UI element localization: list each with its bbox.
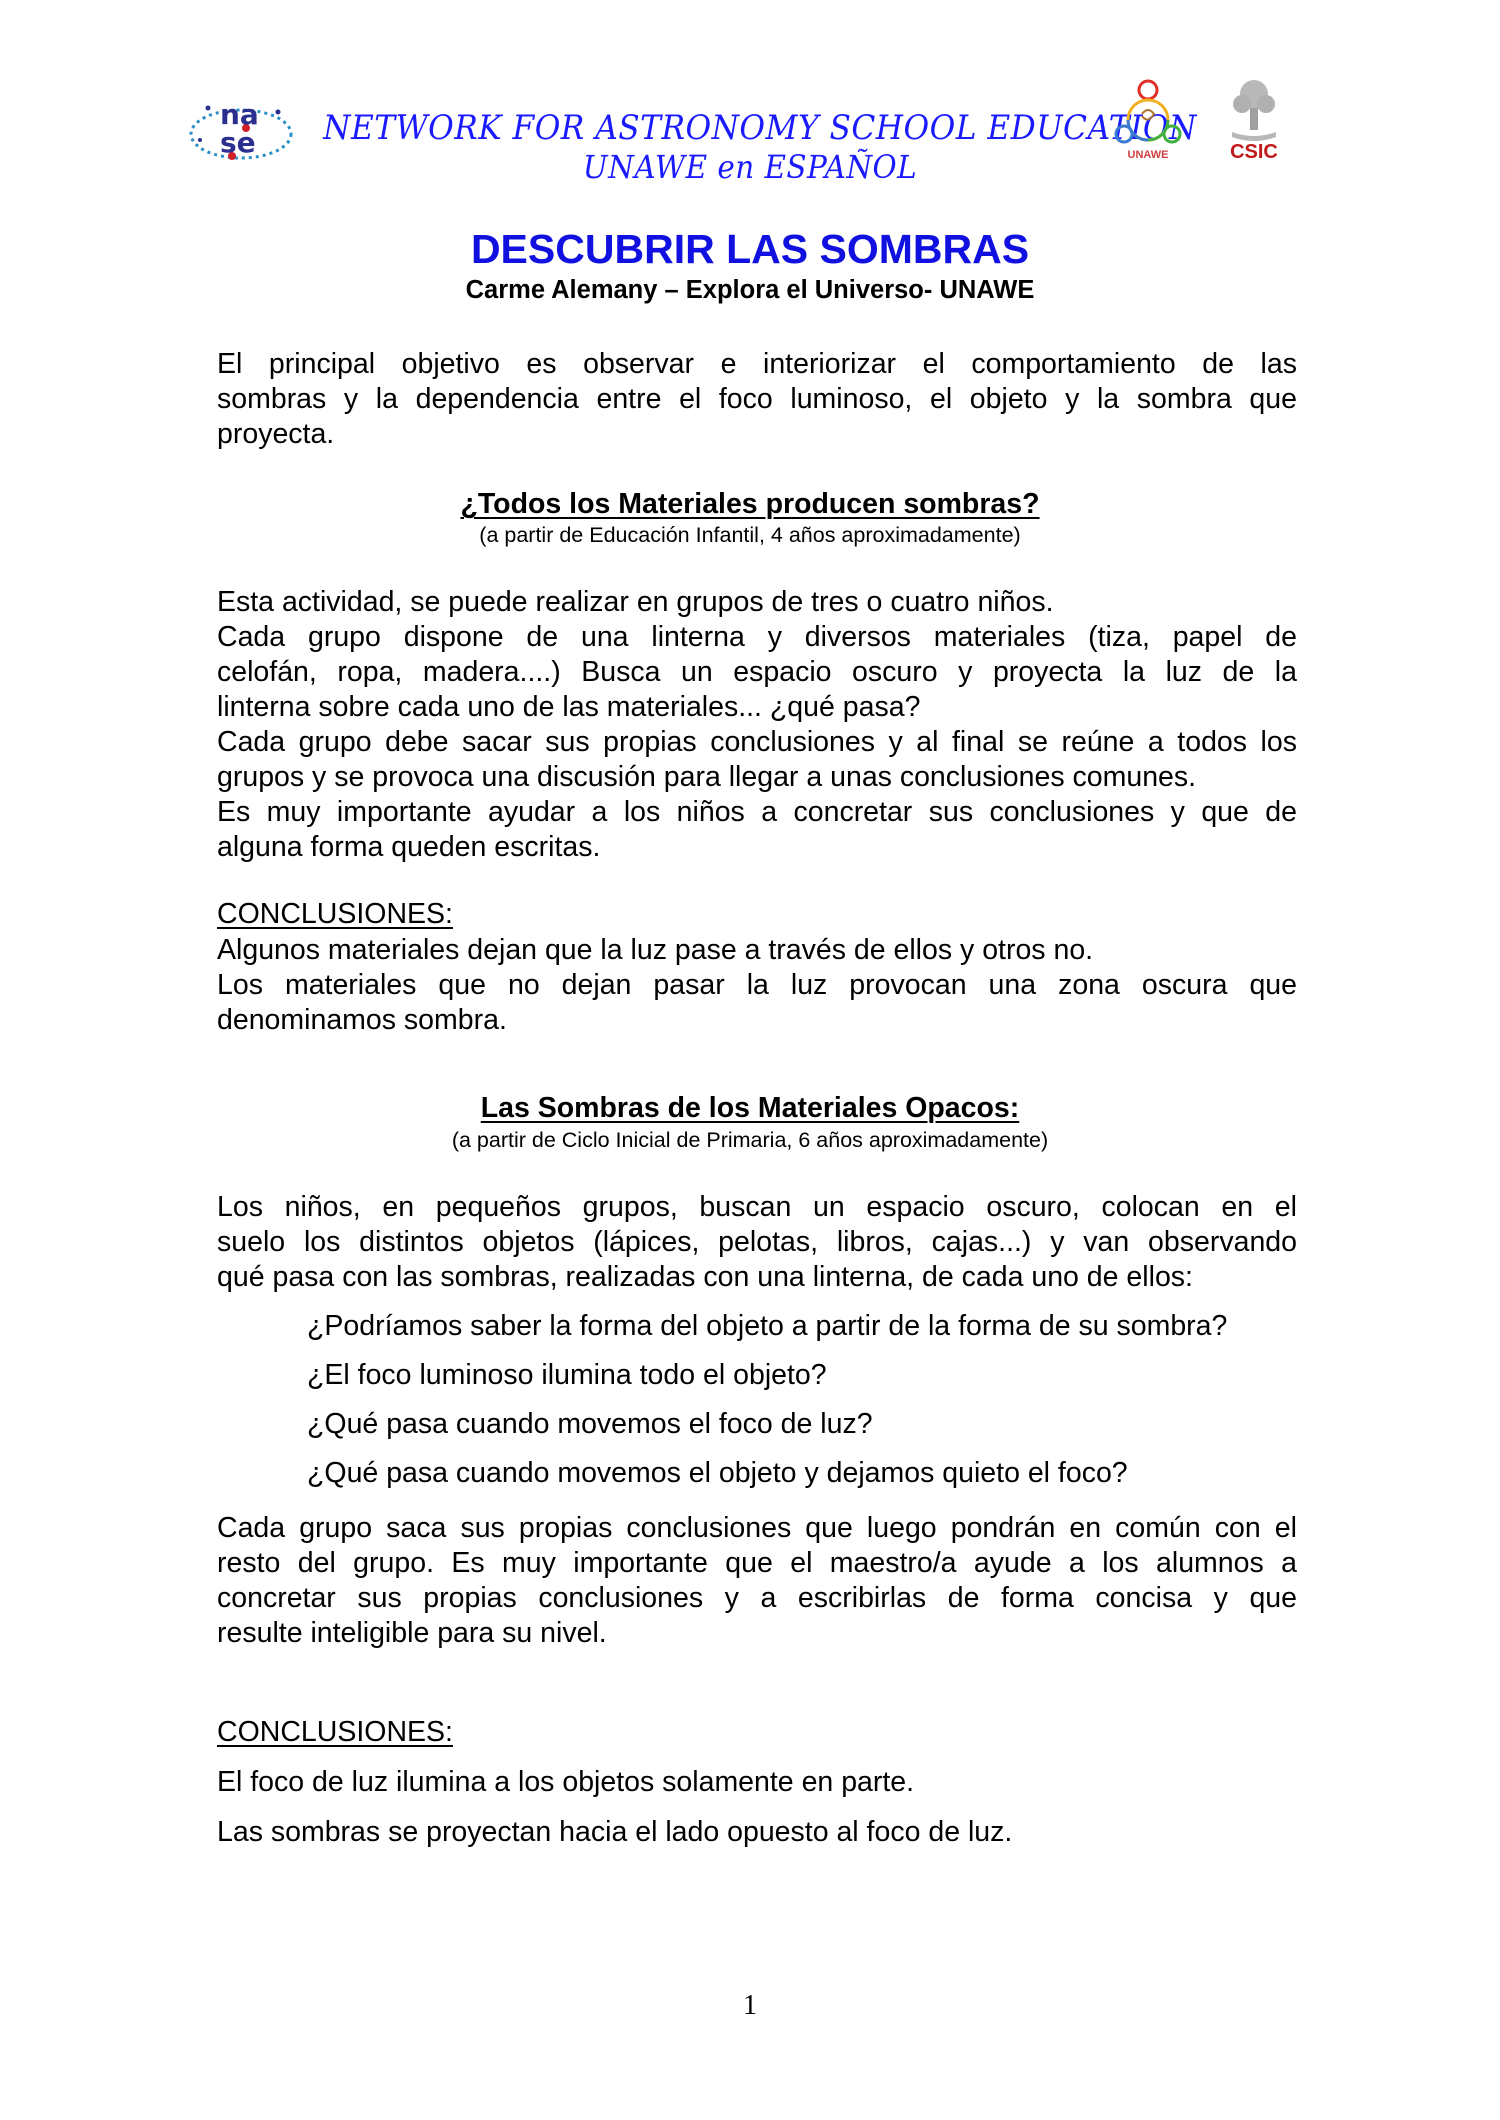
intro-line: proyecta. xyxy=(217,418,335,450)
unawe-logo-text: UNAWE xyxy=(1127,149,1169,161)
section1-note: (a partir de Educación Infantil, 4 años aproximadamente) xyxy=(479,523,1021,547)
section2-body2 xyxy=(217,1511,1297,1651)
conclusion-line: Los materiales que no dejan pasar la luz provocan una zona oscura que xyxy=(217,969,1297,1001)
intro-line: El principal objetivo es observar e interiorizar el comportamiento de las xyxy=(217,348,1297,380)
question-item: ¿Qué pasa cuando movemos el objeto y dejamos quieto el foco? xyxy=(307,1457,1128,1489)
body-line: Es muy importante ayudar a los niños a concretar sus conclusiones y que de xyxy=(217,796,1297,828)
body-line: linterna sobre cada uno de las materiales... ¿qué pasa? xyxy=(217,691,921,723)
body-line: Esta actividad, se puede realizar en grupos de tres o cuatro niños. xyxy=(217,586,1054,618)
question-item: ¿El foco luminoso ilumina todo el objeto? xyxy=(307,1359,827,1391)
body-line: Los niños, en pequeños grupos, buscan un espacio oscuro, colocan en el xyxy=(217,1191,1297,1223)
question-item: ¿Podríamos saber la forma del objeto a partir de la forma de su sombra? xyxy=(307,1310,1228,1342)
conclusion-line: El foco de luz ilumina a los objetos solamente en parte. xyxy=(217,1766,915,1798)
section1-conclusions-label: CONCLUSIONES: xyxy=(217,898,453,930)
body-line: suelo los distintos objetos (lápices, pelotas, libros, cajas...) y van observando xyxy=(217,1226,1297,1258)
csic-logo xyxy=(1224,74,1284,164)
body-line: concretar sus propias conclusiones y a escribirlas de forma concisa y que xyxy=(217,1582,1297,1614)
section1-conclusions xyxy=(217,933,1297,1038)
svg-text:se: se xyxy=(220,126,256,159)
body-line: resto del grupo. Es muy importante que el maestro/a ayude a los alumnos a xyxy=(217,1547,1297,1579)
conclusion-line: Algunos materiales dejan que la luz pase a través de ellos y otros no. xyxy=(217,934,1094,966)
svg-text:na: na xyxy=(220,98,259,131)
section1-body xyxy=(217,585,1297,865)
document-subtitle: Carme Alemany – Explora el Universo- UNAWE xyxy=(465,276,1035,304)
question-item: ¿Qué pasa cuando movemos el foco de luz? xyxy=(307,1408,873,1440)
body-line: qué pasa con las sombras, realizadas con una linterna, de cada uno de ellos: xyxy=(217,1261,1193,1293)
body-line: Cada grupo dispone de una linterna y diversos materiales (tiza, papel de xyxy=(217,621,1297,653)
section2-note: (a partir de Ciclo Inicial de Primaria, 6 años aproximadamente) xyxy=(451,1128,1049,1152)
header-subline: UNAWE en ESPAÑOL xyxy=(582,148,918,186)
document-title: DESCUBRIR LAS SOMBRAS xyxy=(470,226,1030,272)
csic-logo-text: CSIC xyxy=(1230,141,1278,163)
body-line: resulte inteligible para su nivel. xyxy=(217,1617,607,1649)
section2-heading: Las Sombras de los Materiales Opacos: xyxy=(480,1092,1020,1124)
conclusion-line: denominamos sombra. xyxy=(217,1004,507,1036)
body-line: Cada grupo saca sus propias conclusiones que luego pondrán en común con el xyxy=(217,1512,1297,1544)
body-line: grupos y se provoca una discusión para llegar a unas conclusiones comunes. xyxy=(217,761,1197,793)
section1-heading: ¿Todos los Materiales producen sombras? xyxy=(460,488,1040,520)
section2-conclusions-label: CONCLUSIONES: xyxy=(217,1716,453,1748)
body-line: celofán, ropa, madera....) Busca un espacio oscuro y proyecta la luz de la xyxy=(217,656,1297,688)
page-number: 1 xyxy=(743,1990,757,2021)
conclusion-line: Las sombras se proyectan hacia el lado opuesto al foco de luz. xyxy=(217,1816,1013,1848)
body-line: Cada grupo debe sacar sus propias conclusiones y al final se reúne a todos los xyxy=(217,726,1297,758)
header-network-name: NETWORK FOR ASTRONOMY SCHOOL EDUCATION xyxy=(323,108,1197,148)
intro-paragraph xyxy=(217,347,1297,452)
section2-body xyxy=(217,1190,1297,1295)
intro-line: sombras y la dependencia entre el foco luminoso, el objeto y la sombra que xyxy=(217,383,1297,415)
body-line: alguna forma queden escritas. xyxy=(217,831,601,863)
unawe-logo xyxy=(1112,76,1184,162)
